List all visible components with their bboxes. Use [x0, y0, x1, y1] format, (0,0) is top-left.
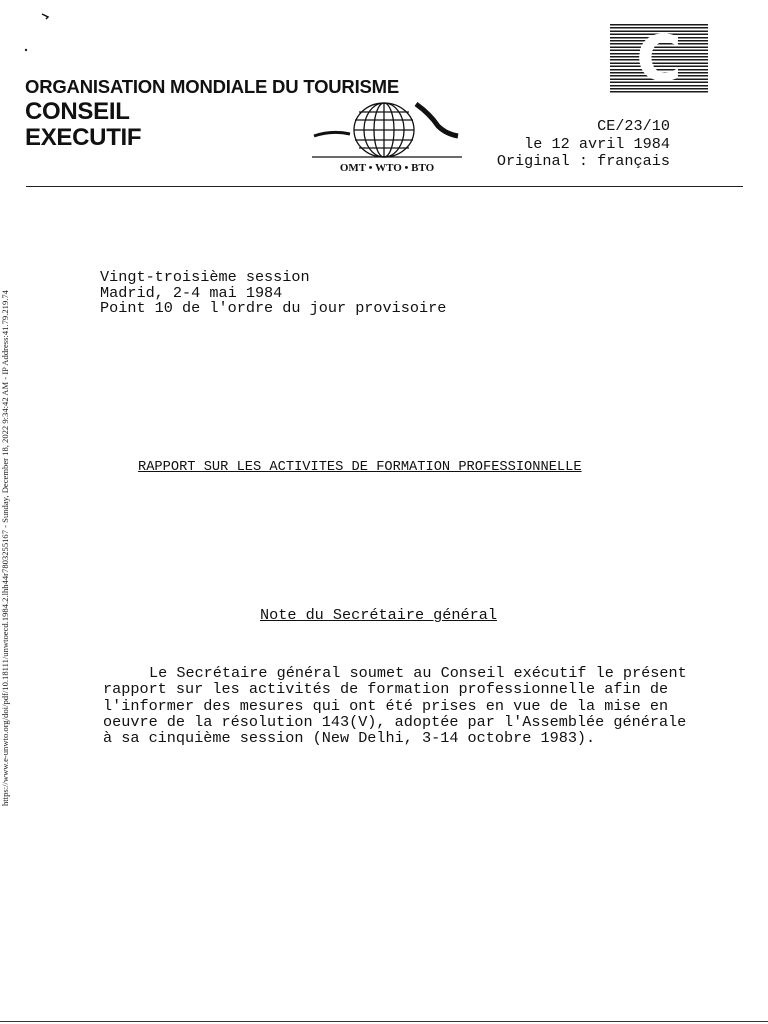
body-line-1: Le Secrétaire général soumet au Conseil exécutif le présent: [149, 664, 687, 682]
session-name: Vingt-troisième session: [100, 268, 310, 286]
download-stamp: https://www.e-unwto.org/doi/pdf/10.18111/unwtoecd.1984.2.lhh44r7803255167 - Sunday, December 18, 2022 9:34:42 AM - IP Address:41.79.219.74: [0, 290, 10, 806]
document-code: CE/23/10: [597, 117, 670, 135]
council-title: [25, 99, 141, 151]
note-title: Note du Secrétaire général: [260, 606, 497, 624]
council-line-1: CONSEIL: [25, 98, 130, 125]
agenda-point: Point 10 de l'ordre du jour provisoire: [100, 299, 447, 318]
original-language: Original : français: [496, 152, 670, 170]
report-title: RAPPORT SUR LES ACTIVITES DE FORMATION PROFESSIONNELLE: [138, 460, 582, 475]
body-line-3: l'informer des mesures qui ont été prises en vue de la mise en: [103, 696, 669, 715]
badge-letter: C: [636, 22, 682, 95]
body-line-2: rapport sur les activités de formation professionnelle afin de: [103, 680, 669, 699]
document-category-badge: [610, 24, 708, 94]
body-paragraph: [103, 665, 713, 746]
page-bottom-edge: [0, 1021, 768, 1022]
body-line-4: oeuvre de la résolution 143(V), adoptée par l'Assemblée générale: [103, 712, 687, 731]
organisation-name: ORGANISATION MONDIALE DU TOURISME: [25, 76, 400, 97]
session-place-date: Madrid, 2-4 mai 1984: [100, 283, 283, 302]
council-line-2: EXECUTIF: [25, 124, 142, 151]
document-date: le 12 avril 1984: [524, 134, 670, 153]
session-info: [100, 270, 446, 317]
logo-caption: OMT • WTO • BTO: [339, 162, 435, 174]
header-divider: [26, 186, 743, 187]
body-line-5: à sa cinquième session (New Delhi, 3-14 octobre 1983).: [103, 729, 596, 748]
reference-block: [497, 118, 670, 171]
